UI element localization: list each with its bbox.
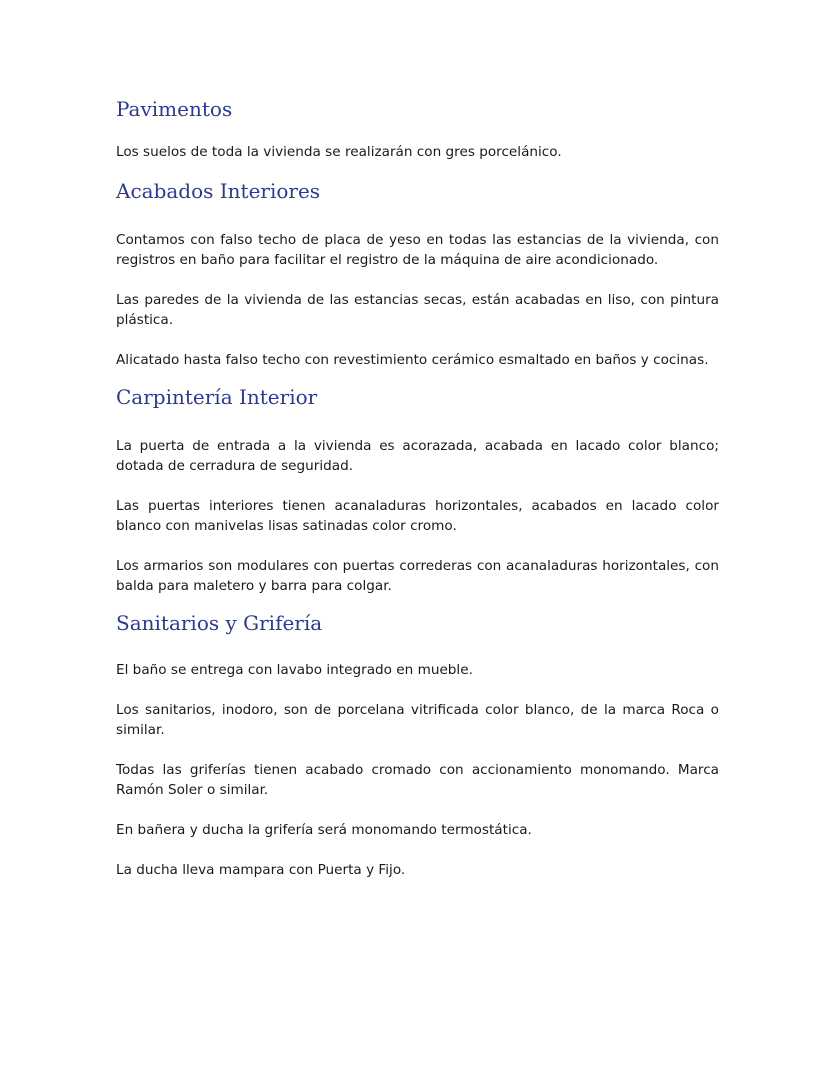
section-heading: Pavimentos (116, 97, 233, 121)
section-heading: Carpintería Interior (116, 385, 318, 409)
paragraph: En bañera y ducha la grifería será monomando termostática. (116, 822, 532, 838)
paragraph: Los sanitarios, inodoro, son de porcelana vitrificada color blanco, de la marca Roca o similar. (116, 702, 719, 738)
section-heading: Acabados Interiores (116, 179, 321, 203)
paragraph: La puerta de entrada a la vivienda es acorazada, acabada en lacado color blanco; dotada de cerradura de seguridad. (116, 438, 719, 474)
paragraph: Las paredes de la vivienda de las estancias secas, están acabadas en liso, con pintura plástica. (116, 292, 719, 328)
document-content (116, 94, 719, 880)
paragraph: Contamos con falso techo de placa de yeso en todas las estancias de la vivienda, con registros en baño para facilitar el registro de la máquina de aire acondicionado. (116, 232, 719, 268)
paragraph: El baño se entrega con lavabo integrado en mueble. (116, 662, 473, 678)
paragraph: Los armarios son modulares con puertas correderas con acanaladuras horizontales, con balda para maletero y barra para colgar. (116, 558, 719, 594)
section-carpinteria-interior (116, 382, 719, 596)
paragraph: Los suelos de toda la vivienda se realizarán con gres porcelánico. (116, 144, 562, 160)
paragraph: La ducha lleva mampara con Puerta y Fijo. (116, 862, 406, 878)
section-acabados-interiores (116, 176, 719, 370)
section-pavimentos (116, 94, 719, 162)
paragraph: Todas las griferías tienen acabado cromado con accionamiento monomando. Marca Ramón Soler o similar. (116, 762, 719, 798)
section-sanitarios-griferia (116, 608, 719, 880)
section-heading: Sanitarios y Grifería (116, 611, 323, 635)
paragraph: Alicatado hasta falso techo con revestimiento cerámico esmaltado en baños y cocinas. (116, 352, 709, 368)
paragraph: Las puertas interiores tienen acanaladuras horizontales, acabados en lacado color blanco con manivelas lisas satinadas color cromo. (116, 498, 719, 534)
